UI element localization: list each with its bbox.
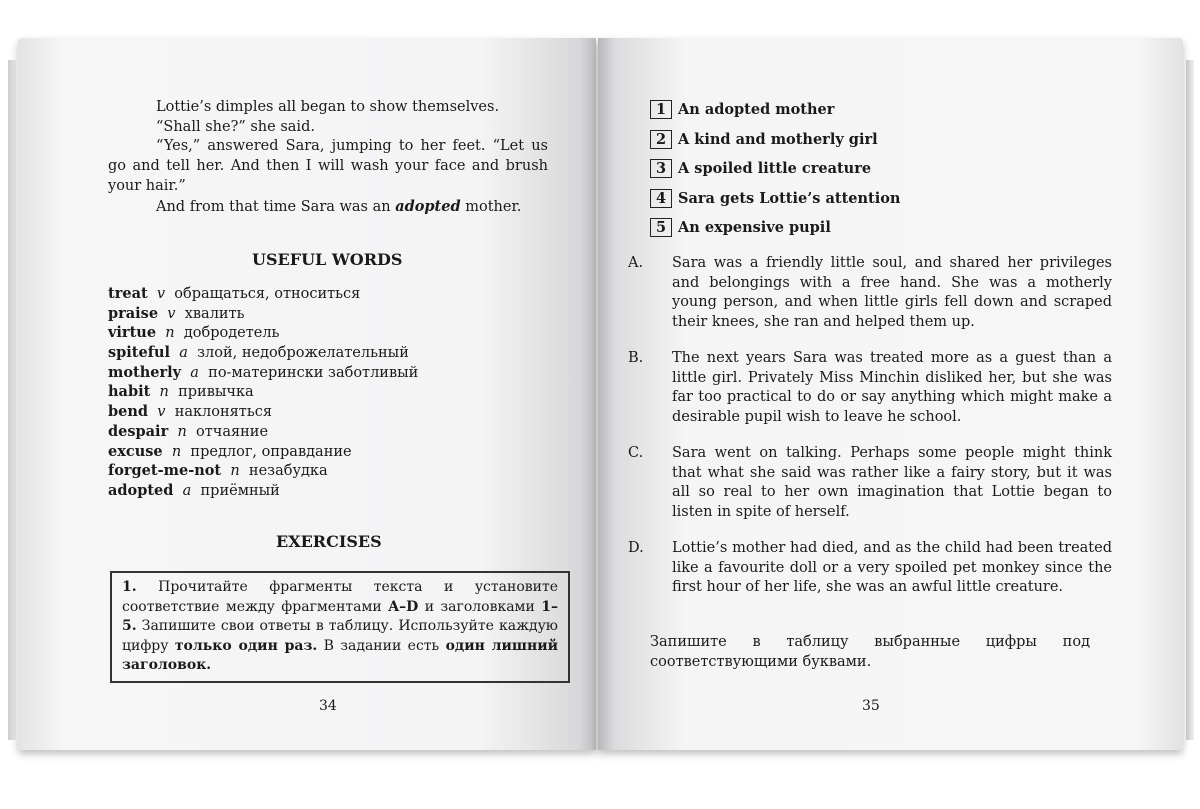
- vocab-translation: добродетель: [183, 325, 280, 342]
- vocab-translation: отчаяние: [196, 423, 269, 440]
- vocab-pos: n: [230, 463, 240, 480]
- heading-item: [650, 218, 831, 237]
- heading-number: 2: [650, 130, 672, 149]
- vocab-translation: обращаться, относиться: [174, 286, 361, 302]
- fragment-text: Sara went on talking. Perhaps some people might think that what she said was rather like a fairy story, but it was all so real to her own imagination that Lottie began to listen in spite of herself.: [672, 445, 1112, 521]
- story-text: [108, 98, 548, 217]
- story-paragraph: Lottie’s dimples all began to show themselves.: [156, 99, 500, 115]
- heading-item: [650, 130, 878, 149]
- fragment-letter: C.: [628, 445, 644, 461]
- vocab-pos: v: [167, 305, 176, 322]
- vocab-item: [108, 402, 418, 422]
- vocab-pos: n: [171, 443, 182, 460]
- vocab-word: forget-me-not: [108, 462, 222, 480]
- fragment-letter: D.: [628, 540, 644, 556]
- vocab-item: [108, 323, 418, 343]
- heading-number: 4: [650, 189, 672, 208]
- task-text: один лишний заголовок.: [122, 637, 558, 673]
- exercises-title: EXERCISES: [276, 532, 382, 551]
- vocab-pos: a: [182, 482, 192, 499]
- vocab-item: [108, 461, 418, 481]
- task-text: A–D: [388, 598, 419, 615]
- vocab-item: [108, 304, 418, 324]
- vocab-pos: a: [190, 364, 199, 381]
- fragment-letter: B.: [628, 350, 644, 366]
- story-paragraph: “Shall she?” she said.: [156, 118, 315, 135]
- vocab-list: [108, 284, 418, 501]
- book-edge-left: [8, 60, 16, 740]
- fragment-text: Sara was a friendly little soul, and shared her privileges and belongings with a free hand. She was a motherly young person, and when little girls fell down and scraped their knees, she ran and helped them up.: [672, 255, 1112, 331]
- vocab-word: treat: [108, 285, 148, 302]
- vocab-word: excuse: [108, 442, 163, 460]
- vocab-word: spiteful: [108, 344, 171, 362]
- vocab-word: adopted: [108, 481, 174, 499]
- vocab-item: [108, 343, 418, 363]
- vocab-item: [108, 363, 418, 383]
- heading-number: 3: [650, 159, 672, 178]
- book-edge-right: [1186, 60, 1194, 740]
- vocab-translation: приёмный: [200, 482, 280, 499]
- heading-number: 1: [650, 100, 672, 119]
- vocab-translation: предлог, оправдание: [190, 443, 352, 460]
- vocab-translation: привычка: [178, 384, 254, 401]
- fragment: [628, 539, 1112, 598]
- vocab-pos: v: [157, 404, 166, 421]
- page-number-left: 34: [319, 698, 337, 714]
- task-text: только один раз.: [174, 637, 318, 654]
- heading-text: A kind and motherly girl: [678, 130, 878, 148]
- page-number-right: 35: [862, 698, 880, 714]
- fragment: [628, 349, 1112, 428]
- heading-text: An adopted mother: [678, 101, 835, 118]
- vocab-pos: n: [165, 325, 175, 342]
- vocab-pos: n: [159, 384, 169, 401]
- vocab-translation: злой, недоброжелательный: [197, 345, 409, 362]
- vocab-item: [108, 442, 418, 462]
- vocab-item: [108, 284, 418, 304]
- heading-item: [650, 100, 834, 119]
- task-text: В задании есть: [317, 637, 446, 654]
- fragment: [628, 254, 1112, 333]
- useful-words-title: USEFUL WORDS: [252, 250, 403, 269]
- vocab-translation: наклоняться: [174, 404, 272, 421]
- vocab-word: virtue: [108, 324, 157, 342]
- task-text: Запишите свои ответы в таблицу. Используйте каждую цифру: [122, 618, 558, 654]
- task-text: Прочитайте фрагменты текста и установите соответствие между фрагментами: [122, 579, 558, 615]
- heading-item: [650, 189, 900, 208]
- fragment: [628, 444, 1112, 523]
- story-paragraph: And from that time Sara was an adopted mother.: [156, 197, 522, 215]
- vocab-translation: незабудка: [248, 463, 328, 480]
- vocab-item: [108, 382, 418, 402]
- vocab-pos: v: [156, 286, 166, 302]
- vocab-pos: a: [179, 345, 188, 362]
- task-text: и заголовками: [418, 598, 542, 615]
- fragment-letter: A.: [628, 255, 644, 271]
- task-number: 1.: [122, 579, 137, 595]
- vocab-word: bend: [108, 403, 149, 421]
- vocab-word: despair: [108, 422, 169, 440]
- vocab-translation: по-матерински заботливый: [208, 364, 419, 381]
- fragment-text: The next years Sara was treated more as a guest than a little girl. Privately Miss Minchin disliked her, but she was far too practical to do or say anything which might make a desirable pupil wish to leave he school.: [672, 350, 1112, 426]
- heading-text: Sara gets Lottie’s attention: [678, 189, 901, 207]
- vocab-item: [108, 481, 418, 501]
- instruction-text: Запишите в таблицу выбранные цифры под соответствующими буквами.: [650, 634, 1090, 670]
- story-paragraph: “Yes,” answered Sara, jumping to her feet. “Let us go and tell her. And then I will wash your face and brush your hair.”: [108, 138, 548, 194]
- vocab-word: praise: [108, 304, 159, 322]
- task-text: 1–5.: [122, 598, 558, 634]
- task-box: [110, 571, 570, 683]
- vocab-word: habit: [108, 383, 151, 401]
- vocab-word: motherly: [108, 363, 182, 381]
- fragment-text: Lottie’s mother had died, and as the child had been treated like a favourite doll or a very spoiled pet monkey since the first hour of her life, she was an awful little creature.: [672, 540, 1112, 596]
- vocab-item: [108, 422, 418, 442]
- heading-text: A spoiled little creature: [678, 160, 872, 177]
- heading-number: 5: [650, 218, 672, 237]
- vocab-translation: хвалить: [184, 305, 245, 322]
- vocab-pos: n: [177, 423, 187, 440]
- heading-text: An expensive pupil: [678, 219, 831, 236]
- heading-item: [650, 159, 871, 178]
